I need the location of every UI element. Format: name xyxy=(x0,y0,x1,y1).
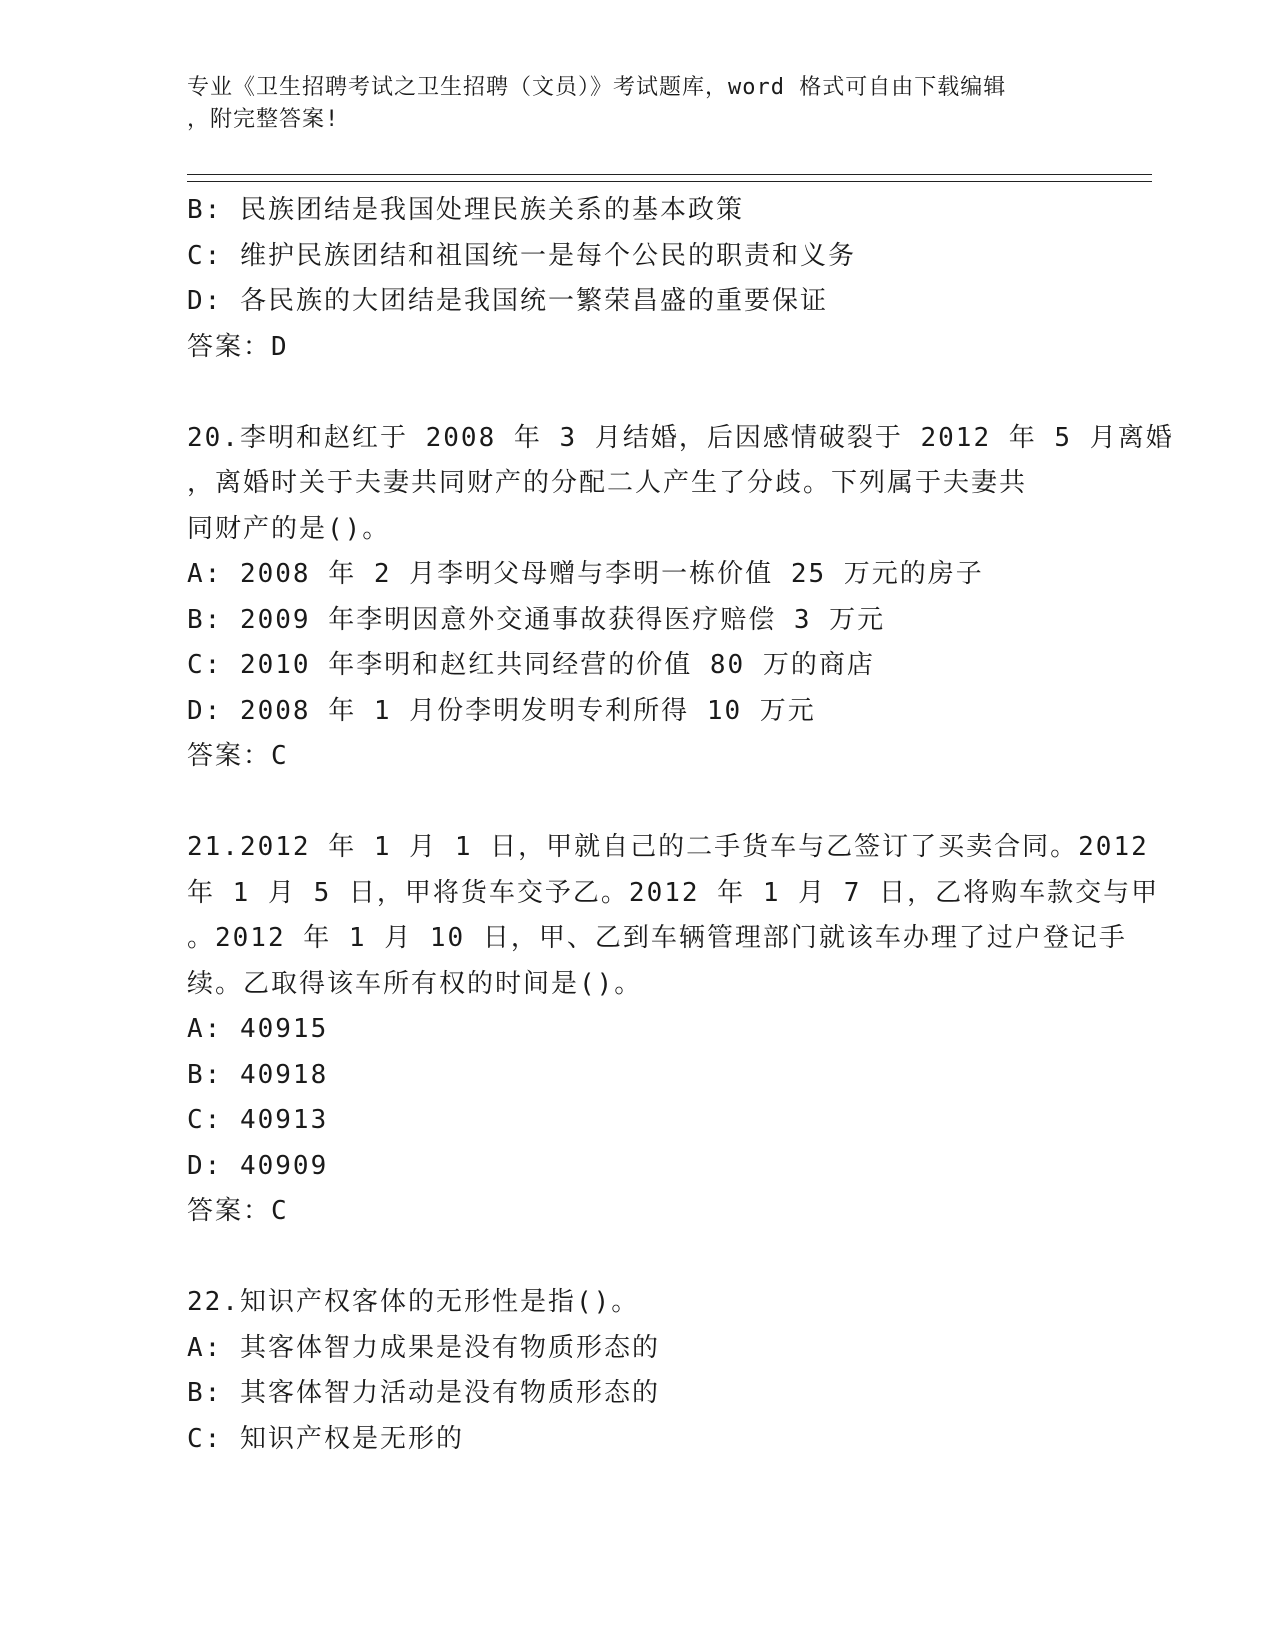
q20-answer: 答案：C xyxy=(187,741,289,771)
q21-stem-line: 续。乙取得该车所有权的时间是()。 xyxy=(187,968,643,999)
question-21 xyxy=(187,825,1160,1235)
q21-answer: 答案：C xyxy=(187,1196,289,1226)
q22-stem-line: 22.知识产权客体的无形性是指()。 xyxy=(187,1287,640,1317)
spacer xyxy=(187,370,1147,416)
q20-option-a: A: 2008 年 2 月李明父母赠与李明一栋价值 25 万元的房子 xyxy=(187,559,984,589)
q20-option-b: B: 2009 年李明因意外交通事故获得医疗赔偿 3 万元 xyxy=(187,604,886,635)
q19-option-b: B: 民族团结是我国处理民族关系的基本政策 xyxy=(187,195,744,225)
header-line-2: ，附完整答案! xyxy=(187,107,340,132)
q21-stem-line: 。2012 年 1 月 10 日，甲、乙到车辆管理部门就该车办理了过户登记手 xyxy=(187,923,1127,953)
q21-option-c: C: 40913 xyxy=(187,1105,329,1135)
spacer xyxy=(187,1235,1147,1281)
q20-stem-line: 20.李明和赵红于 2008 年 3 月结婚，后因感情破裂于 2012 年 5 月离婚 xyxy=(187,422,1174,453)
q20-option-d: D: 2008 年 1 月份李明发明专利所得 10 万元 xyxy=(187,695,816,726)
header-divider xyxy=(187,174,1152,182)
q20-stem-line: 同财产的是()。 xyxy=(187,513,391,544)
q21-stem-line: 年 1 月 5 日，甲将货车交予乙。2012 年 1 月 7 日，乙将购车款交与甲 xyxy=(187,877,1160,908)
q19-option-d: D: 各民族的大团结是我国统一繁荣昌盛的重要保证 xyxy=(187,286,828,316)
q22-option-c: C: 知识产权是无形的 xyxy=(187,1423,464,1454)
header-line-1: 专业《卫生招聘考试之卫生招聘（文员）》考试题库，word 格式可自由下载编辑 xyxy=(187,75,1007,100)
q21-option-a: A: 40915 xyxy=(187,1014,329,1044)
q20-option-c: C: 2010 年李明和赵红共同经营的价值 80 万的商店 xyxy=(187,650,875,680)
q21-option-d: D: 40909 xyxy=(187,1150,329,1181)
document-header xyxy=(187,72,1067,136)
q19-answer: 答案：D xyxy=(187,331,289,362)
q19-option-c: C: 维护民族团结和祖国统一是每个公民的职责和义务 xyxy=(187,240,856,271)
q21-stem-line: 21.2012 年 1 月 1 日，甲就自己的二手货车与乙签订了买卖合同。2012 xyxy=(187,832,1149,862)
spacer xyxy=(187,780,1147,826)
document-page xyxy=(187,72,1174,1462)
q22-option-a: A: 其客体智力成果是没有物质形态的 xyxy=(187,1332,660,1363)
q21-option-b: B: 40918 xyxy=(187,1059,329,1090)
question-22 xyxy=(187,1280,1147,1462)
question-20 xyxy=(187,416,1174,780)
q20-stem-line: ，离婚时关于夫妻共同财产的分配二人产生了分歧。下列属于夫妻共 xyxy=(187,468,1028,498)
q22-option-b: B: 其客体智力活动是没有物质形态的 xyxy=(187,1378,660,1408)
question-body xyxy=(187,188,1174,1462)
question-19-tail xyxy=(187,188,1147,370)
